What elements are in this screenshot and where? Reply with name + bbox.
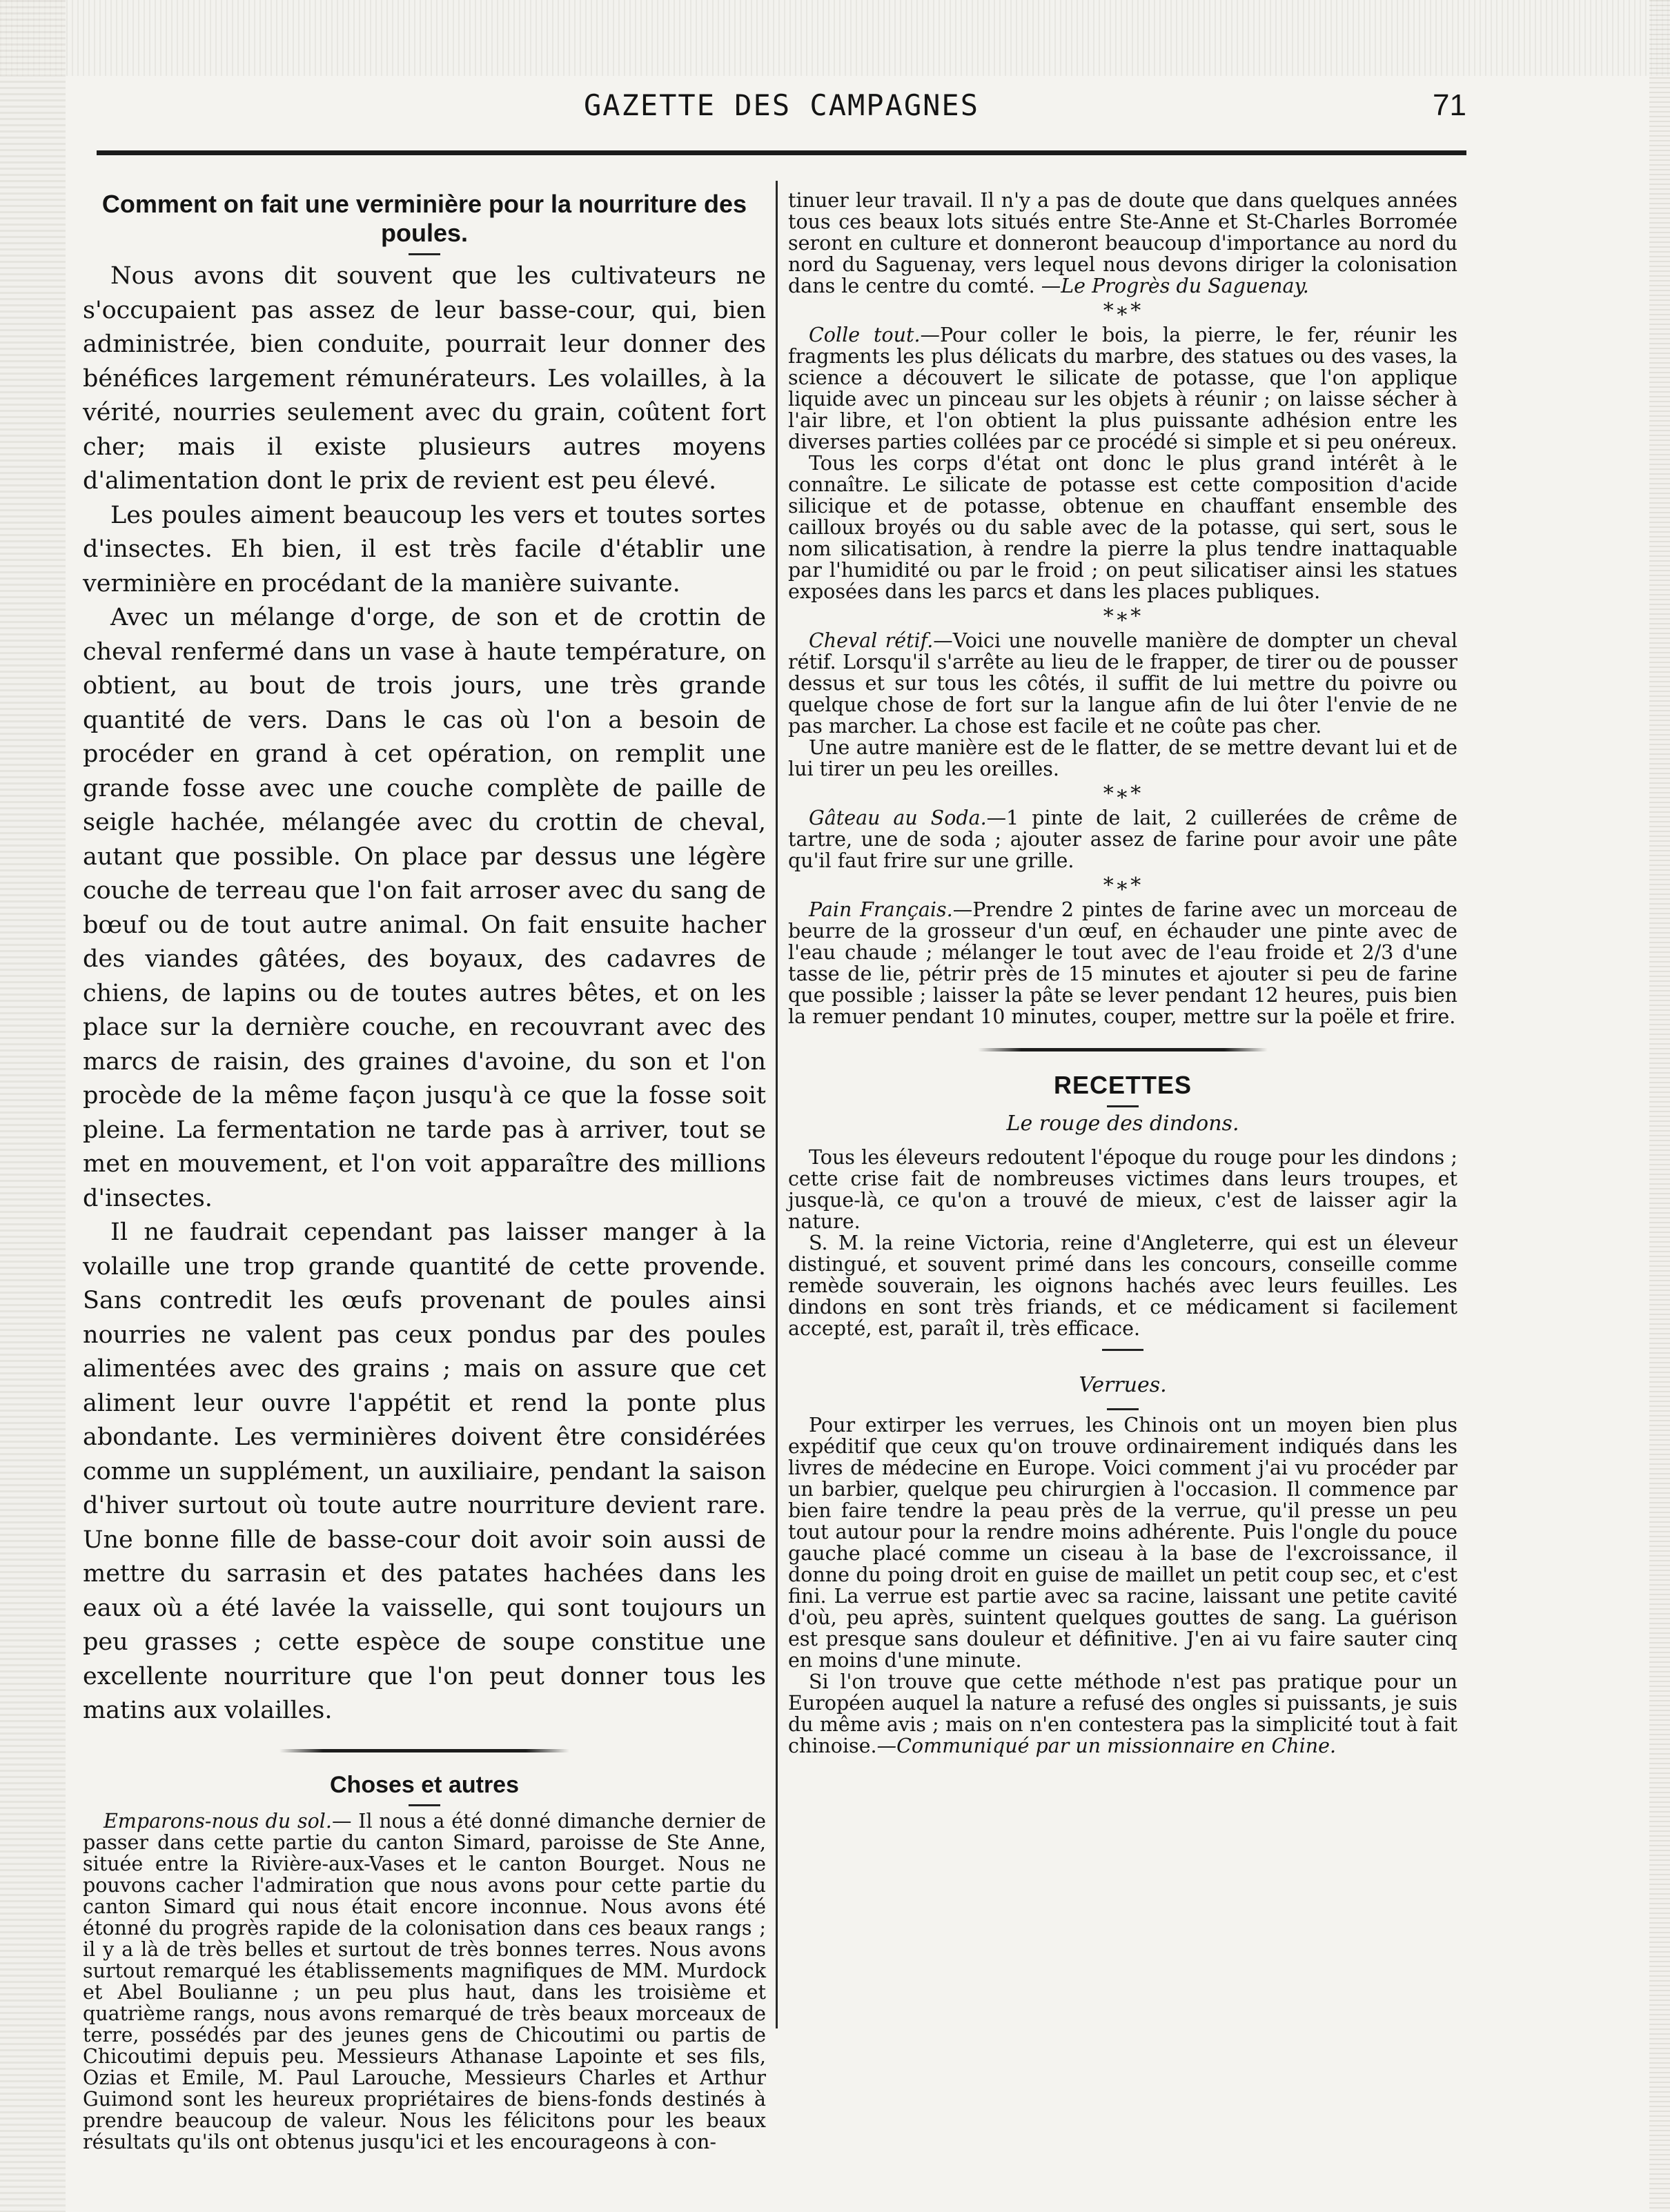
title-rule — [409, 1804, 440, 1806]
title-rule — [1107, 1408, 1139, 1410]
article-paragraph: Avec un mélange d'orge, de son et de crottin de cheval renfermé dans un vase à haute température, on obtient, au bout de trois jours, une très grande quantité de vers. Dans le cas où l'on a besoin de procéder en grand à cet opération, on remplit une grande fosse avec une couche complète de paille de seigle hachée, mélangée avec du crottin de cheval, autant que possible. On place par dessus une légère couche de terreau que l'on fait arroser avec du sang de bœuf ou de tout autre animal. On fait ensuite hacher des viandes gâtées, des boyaux, des cadavres de chiens, de lapins ou de toutes autres bêtes, et on les place sur la dernière couche, en recouvrant avec des marcs de raisin, des graines d'avoine, du son et l'on procède de la même façon jusqu'à ce que la fosse soit pleine. La fermentation ne tarde pas à arriver, tout se met en mouvement, et l'on voit apparaître des millions d'insectes. — [83, 604, 766, 1212]
paragraph-text: — Il nous a été donné dimanche dernier de passer dans cette partie du canton Simard, paroisse de Ste Anne, située entre la Rivière-aux-Vases et le canton Bourget. Nous ne pouvons cacher l'admiration que nous avons pour cette partie du canton Simard qui nous était encore inconnue. Nous avons été étonné du progrès rapide de la colonisation dans ces beaux rangs ; il y a là de très belles et surtout de très bonnes terres. Nous avons surtout remarqué les établissements magnifiques de MM. Murdock et Abel Boulianne ; un peu plus haut, dans les troisième et quatrième rangs, nous avons remarqué de très beaux morceaux de terre, possédés par des jeunes gens de Chicoutimi ou partis de Chicoutimi depuis peu. Messieurs Athanase Lapointe et ses fils, Ozias et Emile, M. Paul Larouche, Messieurs Charles et Arthur Guimond sont les heureux propriétaires de biens-fonds destinés à prendre beaucoup de valeur. Nous les félicitons pour les beaux résultats qu'ils ont obtenus jusqu'ici et les encourageons à con- — [83, 1809, 766, 2153]
article-title-choses: Choses et autres — [330, 1771, 519, 1798]
article-paragraph — [788, 324, 1457, 453]
asterism-divider: *∗* — [1103, 782, 1143, 806]
article-paragraph: Tous les éleveurs redoutent l'époque du rouge pour les dindons ; cette crise fait de nombreuses victimes dans leurs troupes, et jusque-là, ce qu'on a trouvé de mieux, c'est de laisser agir la nature. — [788, 1146, 1457, 1233]
asterism-divider: *∗* — [1103, 873, 1143, 898]
article-paragraph: Une autre manière est de le flatter, de se mettre devant lui et de lui tirer un peu les oreilles. — [788, 736, 1457, 780]
page-number: 71 — [1433, 88, 1466, 122]
section-subtitle: Verrues. — [1079, 1373, 1167, 1397]
asterism-divider: *∗* — [1103, 604, 1143, 629]
title-rule — [1107, 1105, 1139, 1107]
scan-noise-left — [0, 0, 66, 2212]
header-rule — [97, 150, 1466, 155]
paragraph-lead: Pain Français. — [809, 898, 953, 921]
article-paragraph — [788, 630, 1457, 737]
paragraph-text: —Voici une nouvelle manière de dompter un cheval rétif. Lorsqu'il s'arrête au lieu de le frapper, de tirer ou de pousser dessus et sur tous les côtés, il suffit de lui mettre du poivre ou quelque chose de fort sur la langue afin de lui ôter l'envie de ne pas marcher. La chose est facile et ne coûte pas cher. — [788, 629, 1457, 738]
paragraph-lead: Gâteau au Soda. — [809, 807, 987, 829]
section-ornament — [279, 1749, 569, 1752]
paragraph-text: —Pour coller le bois, la pierre, le fer, réunir les fragments les plus délicats du marbre, des statues ou des vases, la science a découvert le silicate de potasse, que l'on applique liquide avec un pinceau sur les objets à réunir ; on laisse sécher à l'air libre, et l'on obtient la plus puissante adhésion entre les diverses parties collées par ce procédé si simple et si peu onéreux. — [788, 324, 1458, 453]
paragraph-text: —1 pinte de lait, 2 cuillerées de crême de tartre, une de soda ; ajouter assez de farine pour avoir une pâte qu'il faut frire sur une grille. — [788, 807, 1457, 872]
article-paragraph: S. M. la reine Victoria, reine d'Angleterre, qui est un éleveur distingué, et souvent primé dans les concours, conseille comme remède souverain, les oignons hachés avec leurs feuilles. Les dindons en sont très friands, et ce médicament si facilement accepté, est, paraît il, très efficace. — [788, 1232, 1457, 1340]
article-paragraph — [788, 807, 1457, 871]
paragraph-source: —Communiqué par un missionnaire en Chine. — [876, 1735, 1337, 1757]
title-rule — [409, 253, 440, 255]
paragraph-text: Si l'on trouve que cette méthode n'est pas pratique pour un Européen auquel la nature a refusé des ongles si puissants, je suis du même avis ; mais on n'en contestera pas la simplicité tout à fait chinoise. — [788, 1670, 1457, 1757]
masthead-title: GAZETTE DES CAMPAGNES — [583, 88, 979, 122]
article-paragraph: Pour extirper les verrues, les Chinois ont un moyen bien plus expéditif que ceux qu'on trouve ordinairement indiqués dans les livres de médecine en Europe. Voici comment j'ai vu procéder par un barbier, quelque peu chirurgien à l'occasion. Il commence par bien faire tendre la peau près de la verrue, qu'il presse un peu tout autour pour la rendre moins adhérente. Puis l'ongle du pouce gauche placé comme un ciseau à la base de l'excroissance, il donne du poing droit en guise de maillet un petit coup sec, et c'est fini. La verrue est partie avec sa racine, laissant une petite cavité d'où, peu après, suintent quelques gouttes de sang. La guérison est presque sans douleur et définitive. J'en ai vu faire sauter cinq en moins d'une minute. — [788, 1414, 1457, 1672]
paragraph-lead: Colle tout. — [809, 324, 921, 346]
section-ornament — [978, 1048, 1268, 1051]
article-paragraph — [788, 190, 1457, 297]
paragraph-lead: Cheval rétif. — [809, 629, 934, 652]
left-column — [83, 190, 766, 2153]
paragraph-lead: Emparons-nous du sol. — [104, 1809, 332, 1833]
paragraph-text: —Prendre 2 pintes de farine avec un morceau de beurre de la grosseur d'un œuf, en échauder une pinte avec de l'eau chaude ; mélanger le tout avec de l'eau froide et 2/3 d'une tasse de lie, pétrir près de 15 minutes et ajouter si peu de farine que possible ; laisser la pâte se lever pendant 12 heures, puis bien la remuer pendant 10 minutes, couper, mettre sur la poële et frire. — [788, 898, 1457, 1028]
scan-noise-top — [0, 0, 1670, 76]
section-title-recettes: RECETTES — [1053, 1071, 1192, 1099]
paragraph-source: —Le Progrès du Saguenay. — [1041, 275, 1309, 297]
article-paragraph: Nous avons dit souvent que les cultivateurs ne s'occupaient pas assez de leur basse-cour, qui, bien administrée, bien conduite, pourrait leur donner des bénéfices largement rémunérateurs. Les volailles, à la vérité, nourries seulement avec du grain, coûtent fort cher; mais il existe plusieurs autres moyens d'alimentation dont le prix de revient est peu élevé. — [83, 262, 766, 495]
asterism-divider: *∗* — [1103, 299, 1143, 323]
article-paragraph: Tous les corps d'état ont donc le plus grand intérêt à le connaître. Le silicate de potasse est cette composition d'acide silicique et de potasse, obtenue en chauffant ensemble des cailloux broyés ou du sable avec de la potasse, qui sert, sous le nom silicatisation, à rendre la pierre la plus tendre inattaquable par l'humidité ou par le froid ; on peut silicatiser ainsi les statues exposées dans les parcs et dans les places publiques. — [788, 452, 1457, 603]
paragraph-text: tinuer leur travail. Il n'y a pas de doute que dans quelques années tous ces beaux lots situés entre Ste-Anne et St-Charles Borromée seront en culture et donneront beaucoup d'importance au nord du nord du Saguenay, vers lequel nous devons diriger la colonisation dans le centre du comté. — [788, 189, 1457, 297]
section-subtitle: Le rouge des dindons. — [1006, 1112, 1239, 1136]
article-paragraph — [83, 1810, 766, 2153]
article-paragraph — [788, 899, 1457, 1027]
article-title-vermiere: Comment on fait une verminière pour la nourriture des poules. — [101, 190, 747, 247]
right-column — [788, 190, 1457, 2025]
article-paragraph — [788, 1671, 1457, 1757]
article-paragraph: Les poules aiment beaucoup les vers et toutes sortes d'insectes. Eh bien, il est très facile d'établir une verminière en procédant de la manière suivante. — [83, 501, 766, 598]
scan-noise-right — [1649, 0, 1670, 2212]
page-header — [97, 88, 1466, 132]
column-divider — [776, 181, 778, 2028]
section-rule — [1102, 1349, 1143, 1351]
article-paragraph: Il ne faudrait cependant pas laisser manger à la volaille une trop grande quantité de cette provende. Sans contredit les œufs provenant de poules ainsi nourries ne valent pas ceux pondus par des poules alimentées avec des grains ; mais on assure que cet aliment leur ouvre l'appétit et rend la ponte plus abondante. Les verminières doivent être considérées comme un supplément, un auxiliaire, pendant la saison d'hiver surtout où toute autre nourriture devient rare. Une bonne fille de basse-cour doit avoir soin aussi de mettre du sarrasin et des patates hachées dans les eaux où a été lavée la vaisselle, qui sont toujours un peu grasses ; cette espèce de soupe constitue une excellente nourriture que l'on peut donner tous les matins aux volailles. — [83, 1218, 766, 1724]
spacer — [788, 1355, 1457, 1370]
